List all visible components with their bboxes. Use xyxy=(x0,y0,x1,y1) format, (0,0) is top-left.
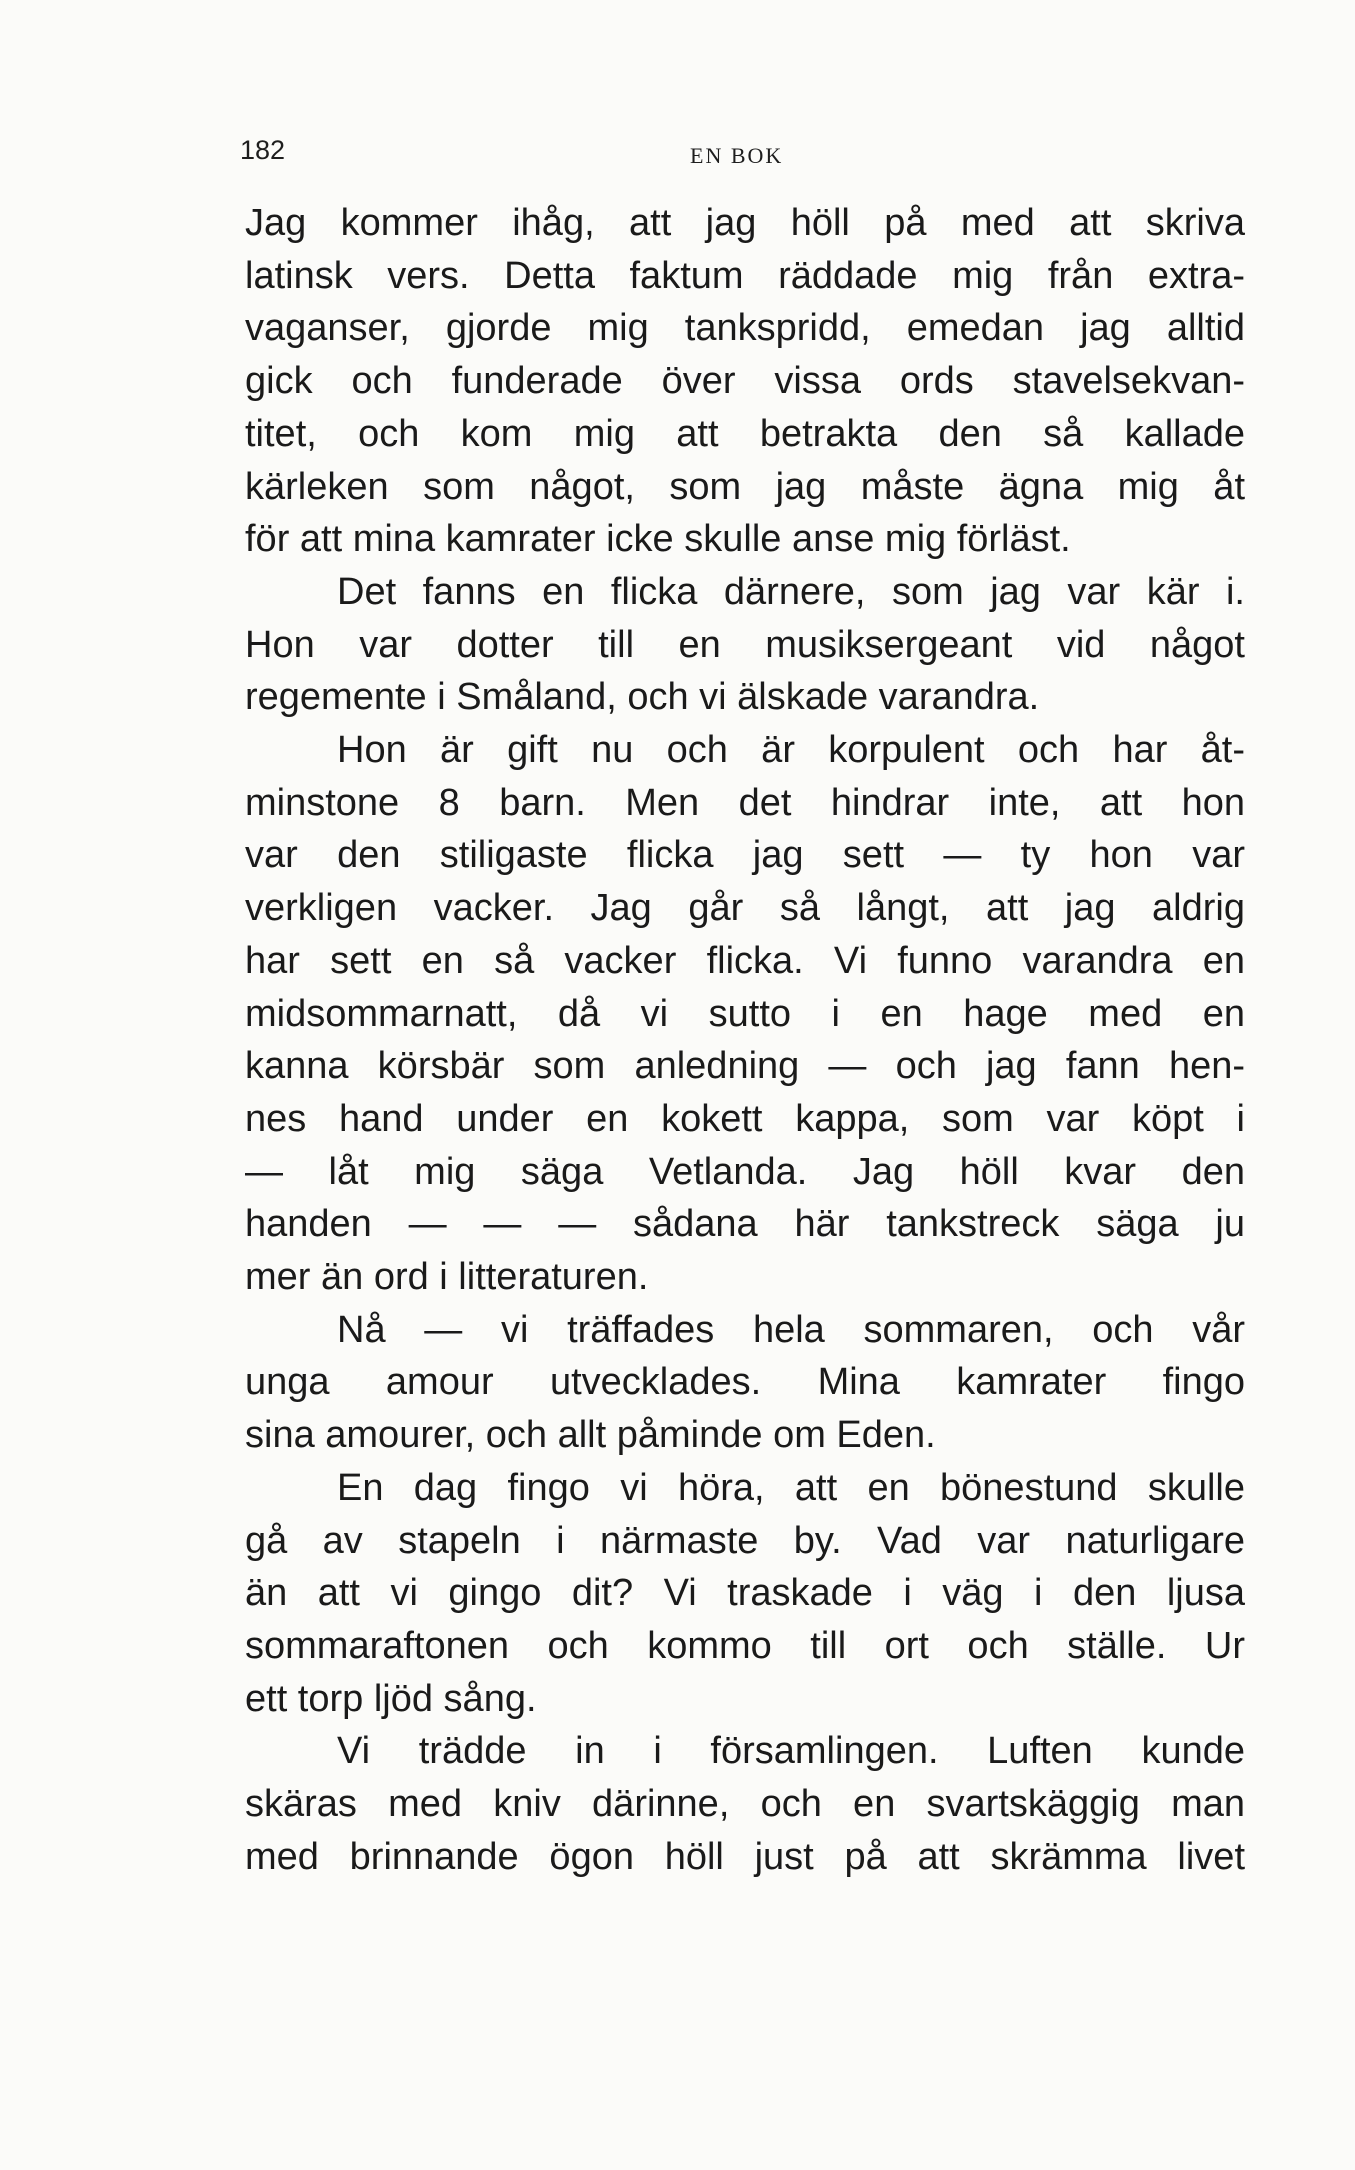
running-head: EN BOK xyxy=(690,143,784,168)
text-line: kanna körsbär som anledning — och jag fann hen- xyxy=(245,1045,1245,1088)
text-line: midsommarnatt, då vi sutto i en hage med en xyxy=(245,992,1245,1035)
text-line: gå av stapeln i närmaste by. Vad var naturligare xyxy=(245,1519,1245,1562)
text-line: unga amour utvecklades. Mina kamrater fingo xyxy=(245,1361,1245,1404)
text-line: för att mina kamrater icke skulle anse mig förläst. xyxy=(245,518,1071,561)
body-text xyxy=(245,197,1245,1884)
text-line: Nå — vi träffades hela sommaren, och vår xyxy=(337,1308,1245,1351)
text-line: nes hand under en kokett kappa, som var köpt i xyxy=(245,1097,1245,1140)
text-line: verkligen vacker. Jag går så långt, att jag aldrig xyxy=(245,887,1245,930)
page-number: 182 xyxy=(240,135,286,165)
text-line: handen — — — sådana här tankstreck säga ju xyxy=(245,1203,1245,1246)
text-line: kärleken som något, som jag måste ägna mig åt xyxy=(245,465,1245,508)
text-line: minstone 8 barn. Men det hindrar inte, att hon xyxy=(245,781,1245,824)
text-line: latinsk vers. Detta faktum räddade mig från extra- xyxy=(245,254,1245,297)
page-header xyxy=(240,135,1235,175)
text-line: var den stiligaste flicka jag sett — ty hon var xyxy=(245,834,1245,877)
text-line: regemente i Småland, och vi älskade varandra. xyxy=(245,676,1040,719)
text-line: gick och funderade över vissa ords stavelsekvan- xyxy=(245,360,1245,403)
text-line: sina amourer, och allt påminde om Eden. xyxy=(245,1414,936,1457)
text-line: En dag fingo vi höra, att en bönestund skulle xyxy=(337,1466,1245,1509)
text-line: Jag kommer ihåg, att jag höll på med att skriva xyxy=(245,202,1245,244)
text-line: Det fanns en flicka därnere, som jag var kär i. xyxy=(337,570,1245,613)
text-line: ett torp ljöd sång. xyxy=(245,1677,537,1720)
text-line: Hon är gift nu och är korpulent och har åt- xyxy=(337,729,1245,772)
text-line: titet, och kom mig att betrakta den så kallade xyxy=(245,412,1245,455)
text-line: med brinnande ögon höll just på att skrämma livet xyxy=(245,1835,1245,1878)
text-line: har sett en så vacker flicka. Vi funno varandra en xyxy=(245,939,1245,982)
text-line: mer än ord i litteraturen. xyxy=(245,1256,649,1299)
text-line: Hon var dotter till en musiksergeant vid något xyxy=(245,623,1245,666)
text-line: än att vi gingo dit? Vi traskade i väg i den ljusa xyxy=(245,1572,1245,1615)
text-line: Vi trädde in i församlingen. Luften kunde xyxy=(337,1730,1245,1773)
text-line: skäras med kniv därinne, och en svartskäggig man xyxy=(245,1783,1245,1826)
text-line: sommaraftonen och kommo till ort och ställe. Ur xyxy=(245,1624,1245,1667)
text-line: vaganser, gjorde mig tankspridd, emedan jag alltid xyxy=(245,307,1245,350)
text-line: — låt mig säga Vetlanda. Jag höll kvar den xyxy=(245,1150,1245,1193)
